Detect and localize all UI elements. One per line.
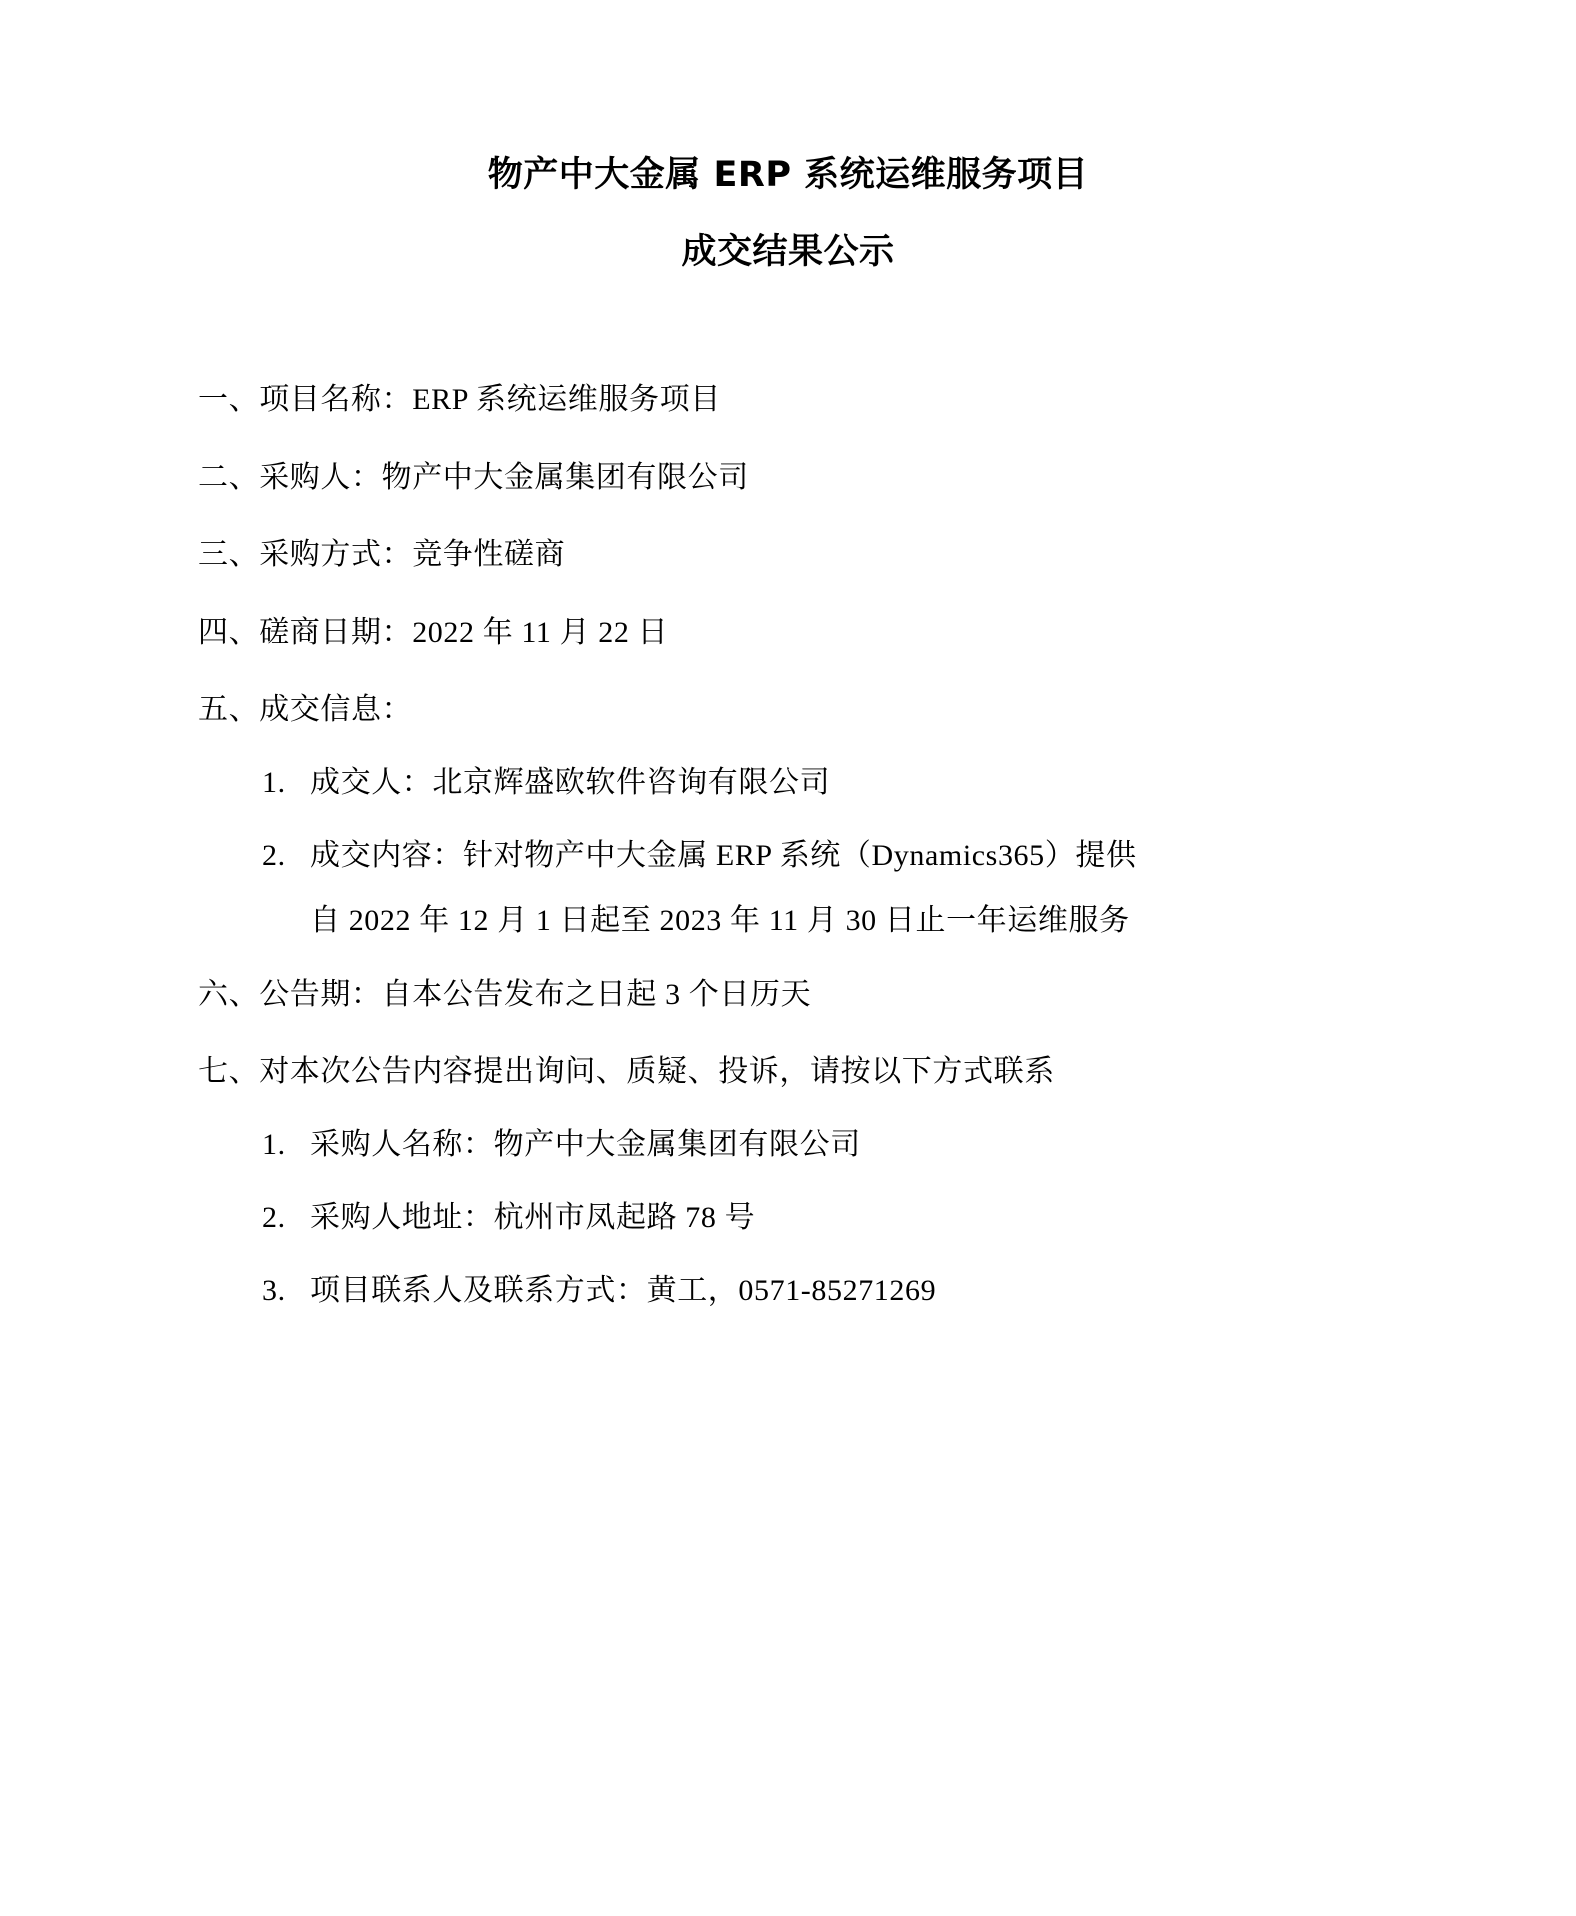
clause-negotiation-date: 四、磋商日期：2022 年 11 月 22 日 (198, 615, 669, 649)
result-info-list (190, 760, 1386, 943)
list-item (190, 1195, 1386, 1240)
list-item-label: 成交人：北京辉盛欧软件咨询有限公司 (310, 765, 831, 799)
clause-purchaser: 二、采购人：物产中大金属集团有限公司 (198, 460, 749, 494)
list-item-number: 2. (262, 1200, 286, 1234)
document-body (190, 378, 1386, 1313)
list-item (190, 1122, 1386, 1167)
list-item (190, 760, 1386, 805)
list-item-label: 采购人地址：杭州市凤起路 78 号 (310, 1200, 756, 1234)
list-item-label: 采购人名称：物产中大金属集团有限公司 (310, 1127, 861, 1161)
clause-project-name: 一、项目名称：ERP 系统运维服务项目 (198, 383, 721, 416)
title-line-2: 成交结果公示 (681, 232, 895, 272)
title-line-1: 物产中大金属 ERP 系统运维服务项目 (487, 155, 1089, 195)
clause-contact-intro: 七、对本次公告内容提出询问、质疑、投诉，请按以下方式联系 (198, 1055, 1055, 1088)
contact-list (190, 1122, 1386, 1313)
clause-result-info: 五、成交信息： (198, 693, 413, 726)
list-item-number: 2. (262, 838, 286, 872)
clause-procurement-method: 三、采购方式：竞争性磋商 (198, 538, 566, 571)
list-item (190, 1268, 1386, 1313)
page-title (190, 155, 1386, 272)
list-item (190, 833, 1386, 943)
list-item-number: 1. (262, 1127, 286, 1161)
list-item-number: 3. (262, 1273, 286, 1307)
list-item-label: 成交内容：针对物产中大金属 ERP 系统（Dynamics365）提供 (310, 838, 1137, 872)
clause-announcement-period: 六、公告期：自本公告发布之日起 3 个日历天 (198, 977, 812, 1011)
list-item-number: 1. (262, 765, 286, 799)
list-item-label: 项目联系人及联系方式：黄工，0571-85271269 (310, 1273, 937, 1307)
list-item-continuation: 自 2022 年 12 月 1 日起至 2023 年 11 月 30 日止一年运维服务 (310, 903, 1130, 937)
